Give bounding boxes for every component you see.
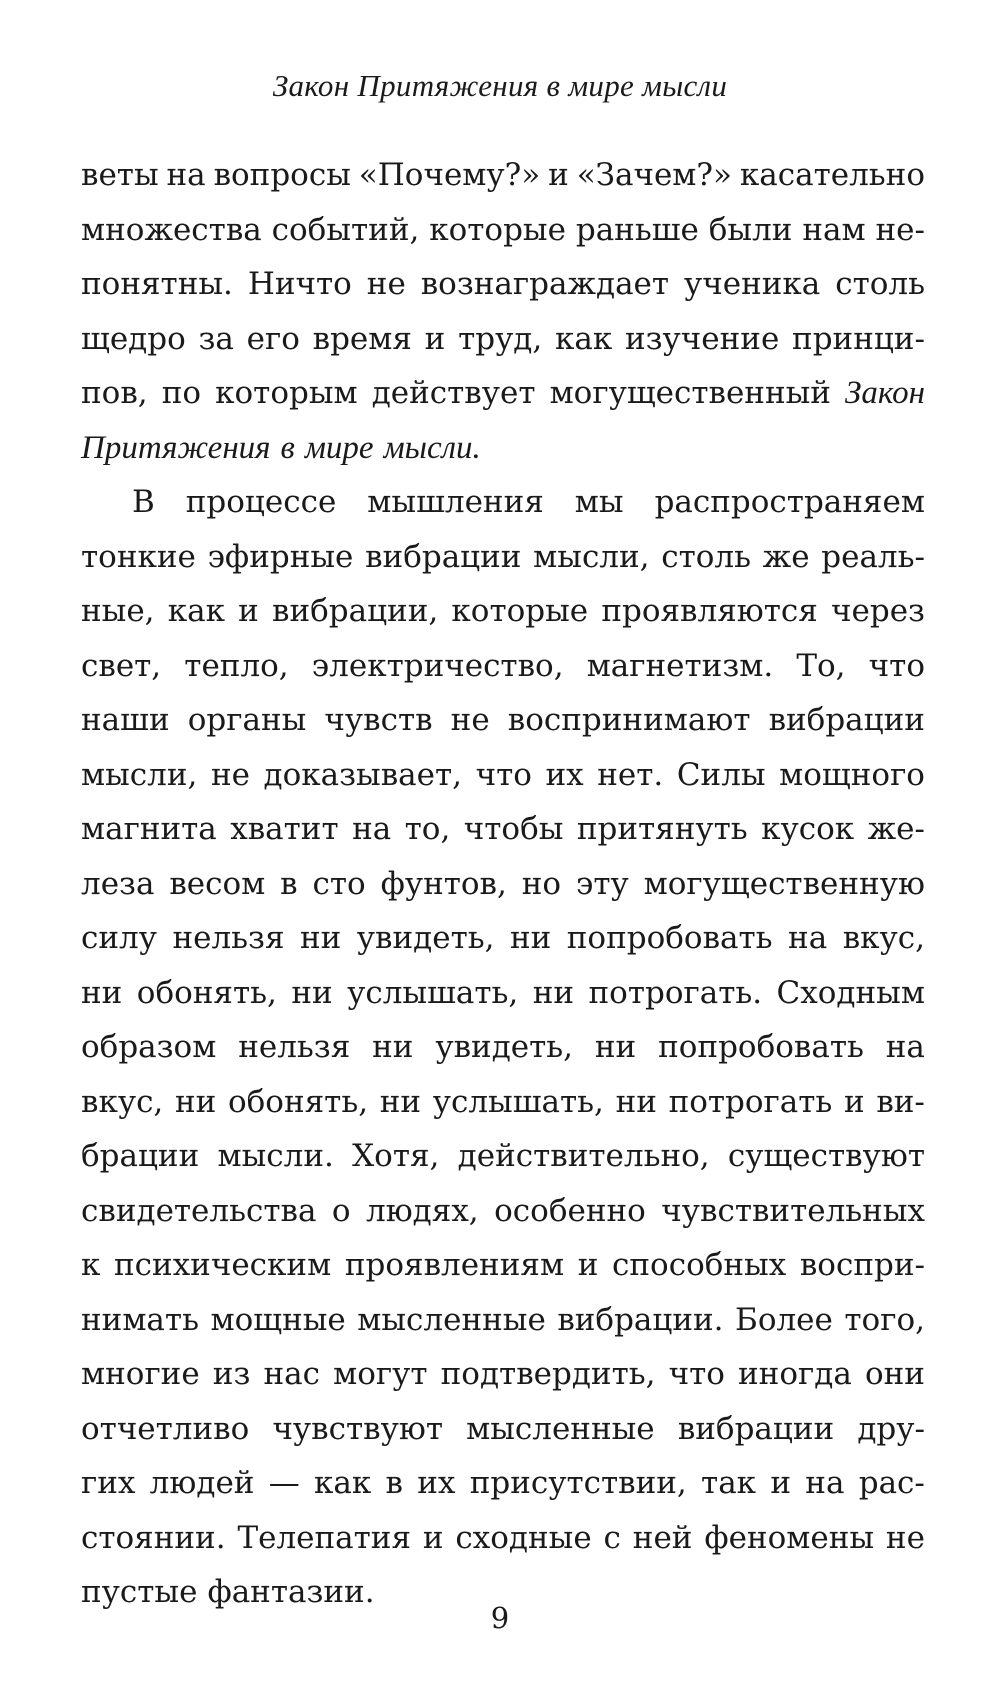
word: То, (796, 647, 846, 684)
word: раньше (575, 211, 699, 248)
word: процессе (185, 484, 337, 520)
text-line (81, 748, 925, 803)
word: веты (81, 157, 159, 193)
word: из (212, 1356, 251, 1392)
text-line (81, 1020, 925, 1075)
word: могут (333, 1356, 428, 1392)
text-line (81, 802, 925, 857)
word: на (805, 1465, 845, 1501)
text-line (81, 1511, 925, 1566)
text-line (81, 911, 925, 966)
word: вибрации (365, 538, 522, 575)
word: рас- (858, 1465, 925, 1501)
word: в (280, 429, 295, 466)
word: В (132, 484, 155, 520)
word: мысли, (533, 538, 650, 575)
word: за (198, 320, 234, 357)
word: на (166, 157, 206, 193)
word: и (843, 1083, 865, 1120)
word: воспри- (799, 1247, 925, 1283)
text-line (81, 257, 925, 312)
word: проявляются (601, 593, 818, 629)
word: тонкие (81, 538, 196, 575)
word: что (475, 756, 532, 793)
word: притянуть (576, 811, 748, 847)
body-text (81, 148, 925, 1620)
text-line (81, 966, 925, 1021)
word: принци- (792, 320, 925, 357)
word: многие (81, 1356, 200, 1392)
word: ни (81, 974, 123, 1011)
word: щедро (81, 320, 186, 357)
word: наши (81, 702, 170, 738)
word: пустые (81, 1574, 198, 1610)
word: потрогать. (588, 974, 763, 1011)
word: время (312, 320, 412, 357)
text-line (81, 1293, 925, 1348)
word: могущественный (549, 375, 831, 411)
word: мы (574, 484, 624, 520)
word: отчетливо (81, 1410, 250, 1447)
word: феномены (704, 1519, 875, 1556)
word: хватит (230, 811, 339, 847)
word: чувств (324, 702, 433, 738)
word: фантазии. (207, 1574, 375, 1610)
word: вопросы (213, 157, 351, 193)
word: как (167, 593, 225, 629)
word: действительно, (457, 1138, 710, 1174)
word: на (352, 811, 392, 847)
word: так (701, 1465, 757, 1501)
word: силу (81, 920, 157, 956)
word: чувствительных (661, 1192, 925, 1229)
word: и (548, 157, 569, 193)
word: попробовать (658, 1029, 864, 1065)
word: Телепатия (237, 1519, 412, 1556)
word: и (424, 320, 446, 357)
word: подтвердить, (440, 1356, 656, 1392)
word: Более (735, 1301, 833, 1338)
word: способных (612, 1247, 787, 1283)
word: ни (379, 1083, 422, 1120)
word: вознаграждает (420, 266, 670, 302)
text-line (81, 584, 925, 639)
text-line (81, 1456, 925, 1511)
word: ни (291, 974, 333, 1011)
word: обонять, (227, 1083, 369, 1120)
word: не (885, 1519, 925, 1556)
word: магнита (81, 811, 217, 847)
word: психическим (114, 1247, 332, 1283)
word: которые (429, 211, 566, 248)
word: доказывает, (263, 756, 463, 793)
word: понятны. (81, 266, 233, 302)
word: мире (304, 429, 374, 466)
word: нам (802, 211, 866, 248)
word: же- (867, 811, 925, 847)
word: иногда (738, 1356, 852, 1392)
word: которые (451, 593, 589, 629)
text-line (81, 203, 925, 258)
word: их (417, 1465, 456, 1501)
word: увидеть, (356, 920, 495, 956)
text-line (81, 475, 925, 530)
word: — (268, 1465, 300, 1501)
word: их (545, 756, 584, 793)
word: магнетизм. (586, 647, 774, 684)
word: распространяем (654, 484, 925, 520)
word: не (210, 756, 250, 793)
word: нас (263, 1356, 320, 1392)
word: потрогать (668, 1083, 833, 1120)
word: с (603, 1519, 621, 1556)
word: ни (174, 1083, 217, 1120)
word: увидеть, (435, 1029, 574, 1065)
word: множества (81, 211, 262, 248)
text-line (81, 312, 925, 367)
word: пов, (81, 375, 148, 411)
word: что (668, 1356, 725, 1392)
text-line (81, 693, 925, 748)
word: вибрации. (557, 1301, 724, 1338)
word: проявлениям (344, 1247, 565, 1283)
word: свет, (81, 647, 162, 684)
word: «Почему?» (358, 157, 541, 193)
word: как (555, 320, 613, 357)
word: и (770, 1465, 792, 1501)
word: реаль- (821, 538, 925, 575)
word: ученика (684, 266, 821, 302)
word: вибрации (768, 702, 925, 738)
word: свидетельства (81, 1192, 317, 1229)
word: они (864, 1356, 925, 1392)
word: столь (835, 266, 925, 302)
word: людей (149, 1465, 255, 1501)
text-line (81, 530, 925, 585)
word: нельзя (238, 1029, 351, 1065)
word: брации (81, 1138, 200, 1174)
word: как (314, 1465, 372, 1501)
word: «Зачем?» (576, 157, 732, 193)
text-line (81, 1402, 925, 1457)
word: Хотя, (352, 1138, 440, 1174)
word: вибрации, (272, 593, 439, 629)
word: дру- (857, 1410, 925, 1447)
word: услышать, (432, 1083, 604, 1120)
word: сходные (455, 1519, 592, 1556)
word: труд, (458, 320, 543, 357)
word: в (385, 1465, 403, 1501)
word: через (831, 593, 925, 629)
word: ни (594, 1029, 637, 1065)
text-line (81, 1129, 925, 1184)
paragraph-1 (81, 148, 925, 475)
word: леза (81, 865, 155, 902)
word: обонять, (136, 974, 277, 1011)
word: электричество, (311, 647, 564, 684)
word: присутствии, (469, 1465, 687, 1501)
text-line (81, 366, 925, 421)
word: сто (312, 865, 366, 902)
text-line (81, 1347, 925, 1402)
word: в (280, 865, 298, 902)
word: образом (81, 1029, 217, 1065)
word: мысли, (81, 756, 198, 793)
word: не (450, 702, 490, 738)
word: Силы (676, 756, 766, 793)
word: попробовать (566, 920, 773, 956)
word: на (885, 1029, 925, 1065)
word: столь (661, 538, 751, 575)
word: ни (509, 920, 552, 956)
word: ви- (876, 1083, 925, 1120)
word: мысли. (383, 429, 481, 466)
word: и (238, 593, 259, 629)
word: по (161, 375, 202, 411)
italic-word: Закон (845, 375, 925, 411)
word: Сходным (776, 974, 925, 1011)
word: эту (575, 865, 629, 902)
text-line (81, 1184, 925, 1239)
text-line (81, 857, 925, 912)
word: ни (532, 974, 575, 1011)
page-number: 9 (490, 1601, 510, 1635)
word: событий, (271, 211, 420, 248)
word: эфирные (207, 538, 354, 575)
word: людях, (366, 1192, 479, 1229)
word: которым (215, 375, 358, 411)
word: изучение (624, 320, 780, 357)
word: мышления (367, 484, 544, 520)
word: особенно (494, 1192, 646, 1229)
word: органы (187, 702, 307, 738)
word: весом (169, 865, 266, 902)
word: ней (632, 1519, 693, 1556)
word: гих (81, 1465, 136, 1501)
word: нельзя (172, 920, 285, 956)
word: мысленные (466, 1410, 655, 1447)
word: того, (844, 1301, 925, 1338)
word: вкус, (842, 920, 925, 956)
word: что (868, 647, 925, 684)
text-line (81, 1075, 925, 1130)
text-line-italic (81, 421, 925, 476)
word: Ничто (247, 266, 352, 302)
word: были (708, 211, 793, 248)
word: вибрации (677, 1410, 835, 1447)
word: чтобы (463, 811, 564, 847)
word: действует (371, 375, 536, 411)
paragraph-2 (81, 475, 925, 1620)
word: стоянии. (81, 1519, 226, 1556)
word: мысли. (217, 1138, 334, 1174)
word: ни (299, 920, 342, 956)
word: и (577, 1247, 599, 1283)
word: кусок (761, 811, 855, 847)
word: его (246, 320, 300, 357)
word: то, (404, 811, 451, 847)
word: не (366, 266, 406, 302)
word: нимать (81, 1301, 199, 1338)
word: вкус, (81, 1083, 164, 1120)
word: же (762, 538, 810, 575)
word: и (422, 1519, 444, 1556)
word: услышать, (347, 974, 519, 1011)
word: касательно (739, 157, 925, 193)
word: Притяжения (81, 429, 271, 466)
word: к (81, 1247, 101, 1283)
word: на (788, 920, 828, 956)
text-line (81, 639, 925, 694)
word: ные, (81, 593, 155, 629)
word: мощного (779, 756, 925, 793)
word: мысленные (357, 1301, 546, 1338)
word: существуют (727, 1138, 925, 1174)
word: могущественную (643, 865, 925, 902)
word: воспринимают (507, 702, 751, 738)
word: чувствуют (272, 1410, 443, 1447)
running-head: Закон Притяжения в мире мысли (272, 68, 728, 103)
word: ни (615, 1083, 657, 1120)
word: фунтов, (380, 865, 507, 902)
word: мощные (210, 1301, 346, 1338)
word: ни (372, 1029, 414, 1065)
word: но (521, 865, 562, 902)
text-line (81, 148, 925, 203)
text-line (81, 1238, 925, 1293)
word: тепло, (184, 647, 289, 684)
word: о (331, 1192, 351, 1229)
word: не- (875, 211, 925, 248)
word: нет. (597, 756, 664, 793)
